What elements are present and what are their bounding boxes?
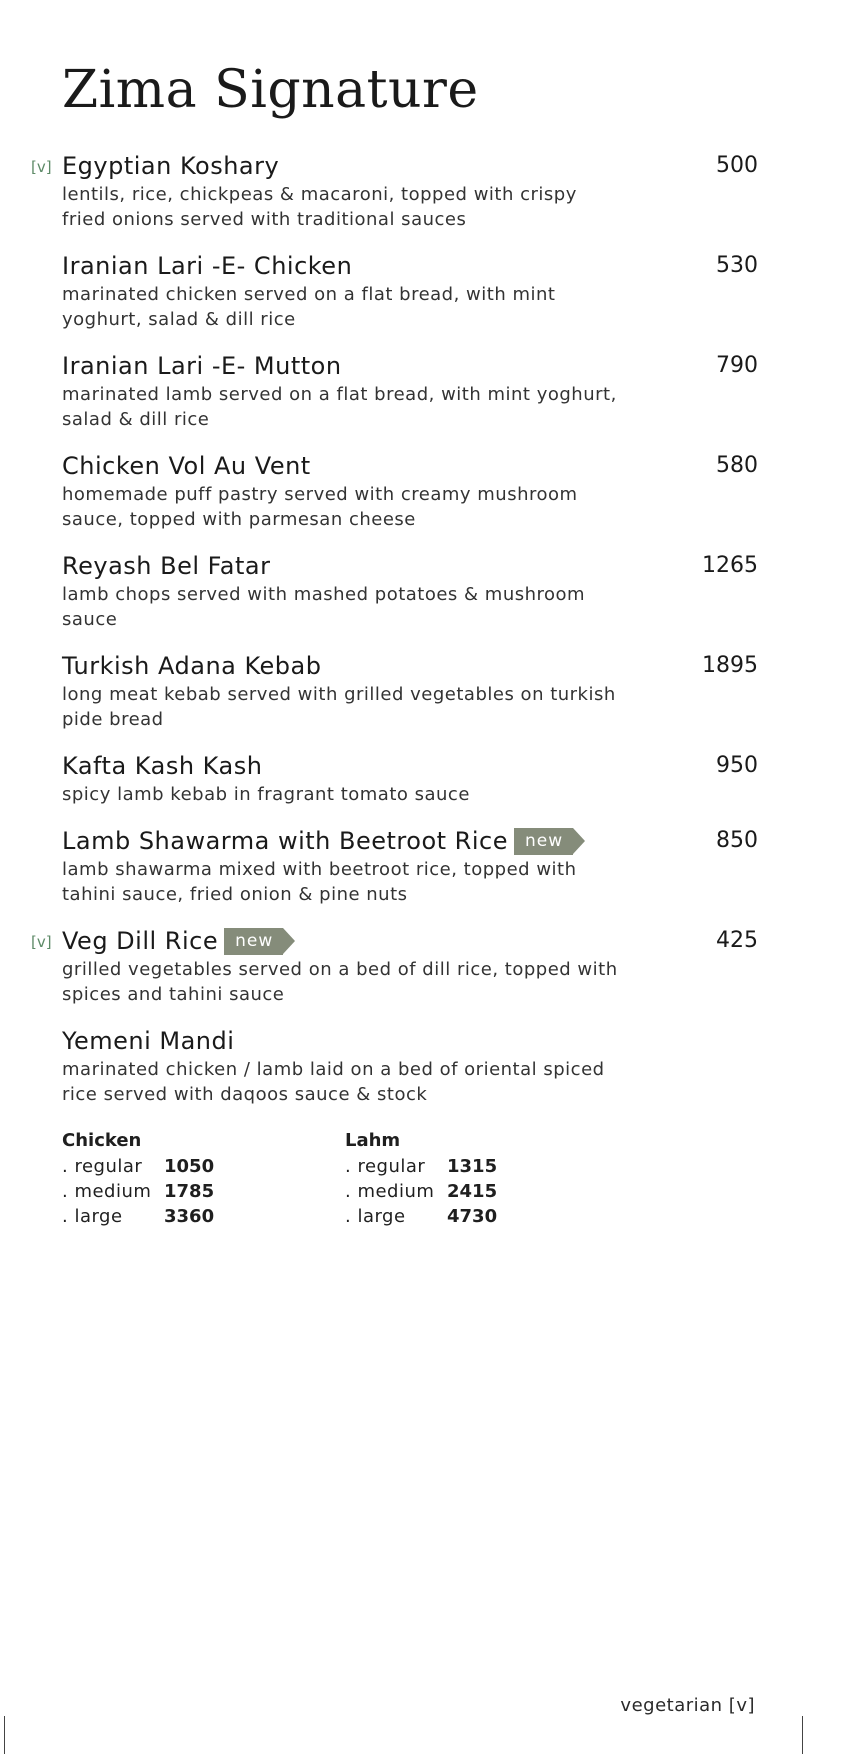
menu-item	[31, 925, 758, 1007]
menu-item	[62, 550, 758, 632]
dish-description: spicy lamb kebab in fragrant tomato sauce	[62, 784, 470, 805]
dish-name: Kafta Kash Kash	[62, 752, 263, 780]
dish-price: 950	[716, 753, 758, 778]
dish-name: Lamb Shawarma with Beetroot Rice	[62, 827, 508, 855]
menu-item	[62, 350, 758, 432]
menu-item	[62, 250, 758, 332]
size-row	[62, 1179, 214, 1204]
vegetarian-marker: [v]	[31, 933, 52, 951]
menu-item	[62, 450, 758, 532]
new-badge: new	[224, 928, 283, 955]
size-price: 1315	[447, 1156, 498, 1177]
dish-name: Iranian Lari -E- Chicken	[62, 252, 353, 280]
dish-description: marinated lamb served on a flat bread, with mint yoghurt, salad & dill rice	[62, 384, 617, 430]
dish-price: 530	[716, 253, 758, 278]
dish-description: marinated chicken / lamb laid on a bed of oriental spiced rice served with daqoos sauce & stock	[62, 1059, 605, 1105]
dish-price: 500	[716, 153, 758, 178]
new-badge: new	[514, 828, 573, 855]
crop-mark-right	[802, 1716, 803, 1754]
menu-item	[31, 150, 758, 232]
dish-price: 580	[716, 453, 758, 478]
dish-name: Yemeni Mandi	[62, 1027, 235, 1055]
size-label: . regular	[345, 1156, 426, 1177]
size-row	[345, 1154, 497, 1179]
size-price: 1050	[164, 1156, 215, 1177]
dish-price: 850	[716, 828, 758, 853]
size-table-lahm	[345, 1130, 497, 1229]
size-label: . medium	[62, 1181, 152, 1202]
size-price: 2415	[447, 1181, 498, 1202]
menu-item	[62, 1025, 758, 1107]
size-row	[345, 1204, 497, 1229]
dish-price: 1265	[702, 553, 758, 578]
size-heading: Lahm	[345, 1130, 401, 1151]
size-row	[345, 1179, 497, 1204]
vegetarian-marker: [v]	[31, 158, 52, 176]
size-heading: Chicken	[62, 1130, 142, 1151]
menu-item	[62, 750, 758, 807]
size-price: 3360	[164, 1206, 215, 1227]
size-price: 1785	[164, 1181, 215, 1202]
size-label: . large	[62, 1206, 123, 1227]
dish-name: Turkish Adana Kebab	[62, 652, 322, 680]
dish-name: Egyptian Koshary	[62, 152, 280, 180]
size-label: . medium	[345, 1181, 435, 1202]
dish-description: long meat kebab served with grilled vegetables on turkish pide bread	[62, 684, 616, 730]
crop-mark-left	[4, 1716, 5, 1754]
dish-description: lamb chops served with mashed potatoes & mushroom sauce	[62, 584, 586, 630]
dish-name: Veg Dill Rice	[62, 927, 219, 955]
menu-item	[62, 650, 758, 732]
size-label: . large	[345, 1206, 406, 1227]
dish-description: lentils, rice, chickpeas & macaroni, topped with crispy fried onions served with traditional sauces	[62, 184, 577, 230]
size-label: . regular	[62, 1156, 143, 1177]
dish-name: Chicken Vol Au Vent	[62, 452, 311, 480]
size-row	[62, 1204, 214, 1229]
menu-item	[62, 825, 758, 907]
menu-title: Zima Signature	[62, 60, 479, 120]
size-price: 4730	[447, 1206, 498, 1227]
vegetarian-legend: vegetarian [v]	[620, 1695, 755, 1716]
dish-name: Iranian Lari -E- Mutton	[62, 352, 342, 380]
dish-description: homemade puff pastry served with creamy mushroom sauce, topped with parmesan cheese	[62, 484, 578, 530]
dish-name: Reyash Bel Fatar	[62, 552, 271, 580]
dish-price: 1895	[702, 653, 758, 678]
dish-description: marinated chicken served on a flat bread, with mint yoghurt, salad & dill rice	[62, 284, 556, 330]
dish-price: 425	[716, 928, 758, 953]
size-row	[62, 1154, 214, 1179]
dish-description: lamb shawarma mixed with beetroot rice, topped with tahini sauce, fried onion & pine nuts	[62, 859, 577, 905]
dish-description: grilled vegetables served on a bed of dill rice, topped with spices and tahini sauce	[62, 959, 618, 1005]
dish-price: 790	[716, 353, 758, 378]
size-table-chicken	[62, 1130, 214, 1229]
